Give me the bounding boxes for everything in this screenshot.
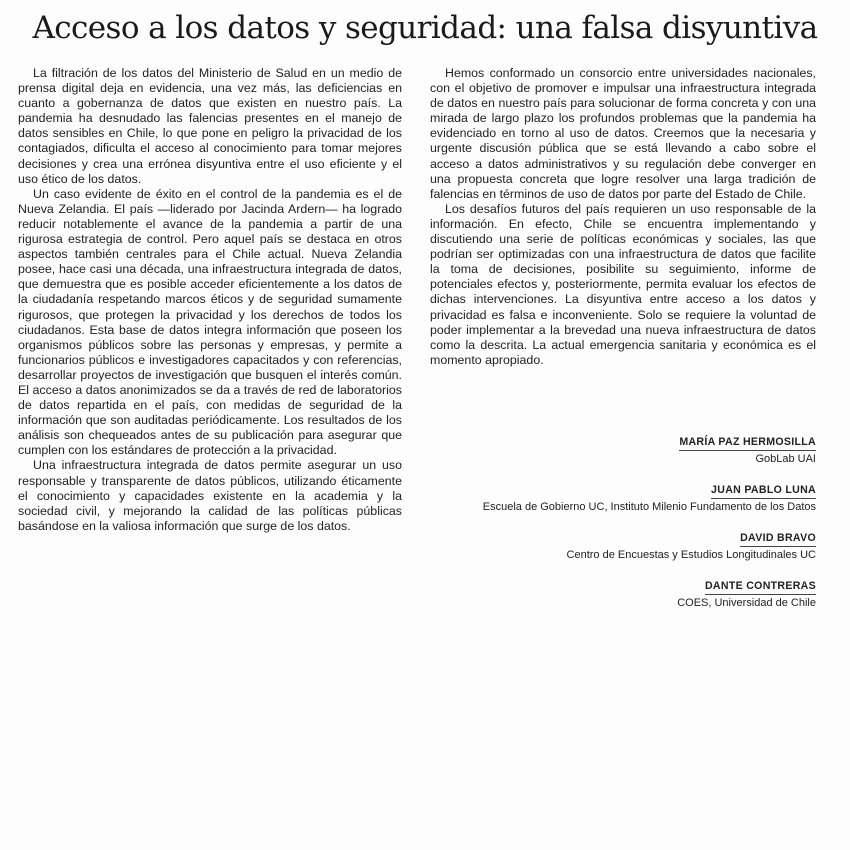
author-affiliation: GobLab UAI bbox=[755, 453, 816, 465]
author-name: DANTE CONTRERAS bbox=[705, 579, 816, 595]
article-title: Acceso a los datos y seguridad: una falsa disyuntiva bbox=[32, 10, 818, 46]
paragraph: Los desafíos futuros del país requieren un uso responsable de la información. En efecto, Chile se encuentra implementando y discutiendo una serie de políticas económicas y sociales, las que podrían ser optimizadas con una infraestructura de datos que facilite la toma de decisiones, posibilite su seguimiento, informe de potenciales efectos y, posteriormente, permita evaluar los efectos de dichas intervenciones. La disyuntiva entre acceso a los datos y privacidad es falsa e inconveniente. Solo se requiere la voluntad de poder implementar a la brevedad una nueva infraestructura de datos como la descrita. La actual emergencia sanitaria y económica es el momento apropiado. bbox=[430, 201, 816, 367]
author-affiliation: Centro de Encuestas y Estudios Longitudinales UC bbox=[566, 549, 816, 561]
paragraph: Hemos conformado un consorcio entre universidades nacionales, con el objetivo de promover e impulsar una infraestructura integrada de datos en nuestro país para solucionar de forma concreta y con una mirada de largo plazo los profundos problemas que la pandemia ha evidenciado en torno al uso de datos. Creemos que la necesaria y urgente discusión pública que se está llevando a cabo sobre el acceso a datos administrativos y su regulación debe converger en una propuesta concreta que logre resolver una larga tradición de falencias en términos de uso de datos por parte del Estado de Chile. bbox=[430, 66, 816, 201]
paragraph: Una infraestructura integrada de datos permite asegurar un uso responsable y transparente de datos públicos, utilizando éticamente el conocimiento y capacidades existente en la academia y la sociedad civil, y mejorando la calidad de las políticas públicas basándose en la valiosa información que surge de los datos. bbox=[18, 458, 402, 533]
right-column bbox=[430, 66, 816, 368]
author-affiliation: Escuela de Gobierno UC, Instituto Milenio Fundamento de los Datos bbox=[482, 501, 816, 513]
signature-block bbox=[430, 528, 816, 563]
paragraph: Un caso evidente de éxito en el control de la pandemia es el de Nueva Zelandia. El país —liderado por Jacinda Ardern— ha logrado reducir notablemente el avance de la pandemia a partir de una rigurosa estrategia de control. Pero aquel país se destaca en otros aspectos también centrales para el Chile actual. Nueva Zelandia posee, hace casi una década, una infraestructura integrada de datos, que demuestra que es posible acceder eficientemente a los datos de la ciudadanía respetando marcos éticos y de seguridad sumamente rigurosos, que protegen la privacidad y los derechos de todos los ciudadanos. Esta base de datos integra información que poseen los organismos públicos sobre las personas y empresas, y permite a funcionarios públicos e investigadores capacitados y con referencias, desarrollar proyectos de investigación que busquen el interés común. El acceso a datos anonimizados se da a través de red de laboratorios de datos repartida en el país, con medidas de seguridad de la información que son auditadas periódicamente. Los resultados de los análisis son chequeados antes de su publicación para asegurar que cumplen con los estándares de protección a la privacidad. bbox=[18, 186, 402, 458]
author-name: JUAN PABLO LUNA bbox=[711, 483, 816, 499]
left-column bbox=[18, 66, 402, 534]
paragraph: La filtración de los datos del Ministerio de Salud en un medio de prensa digital deja en evidencia, una vez más, las deficiencias en cuanto a gobernanza de datos que existen en nuestro país. La pandemia ha desnudado las falencias presentes en el manejo de datos sensibles en Chile, lo que pone en peligro la privacidad de los contagiados, dificulta el acceso al conocimiento para tomar mejores decisiones y crea una errónea disyuntiva entre el uso eficiente y el uso ético de los datos. bbox=[18, 66, 402, 186]
signature-block bbox=[430, 480, 816, 515]
signatures bbox=[430, 432, 816, 624]
author-affiliation: COES, Universidad de Chile bbox=[677, 597, 816, 609]
author-name: DAVID BRAVO bbox=[740, 531, 816, 547]
signature-block bbox=[430, 432, 816, 467]
author-name: MARÍA PAZ HERMOSILLA bbox=[679, 435, 816, 451]
signature-block bbox=[430, 576, 816, 611]
